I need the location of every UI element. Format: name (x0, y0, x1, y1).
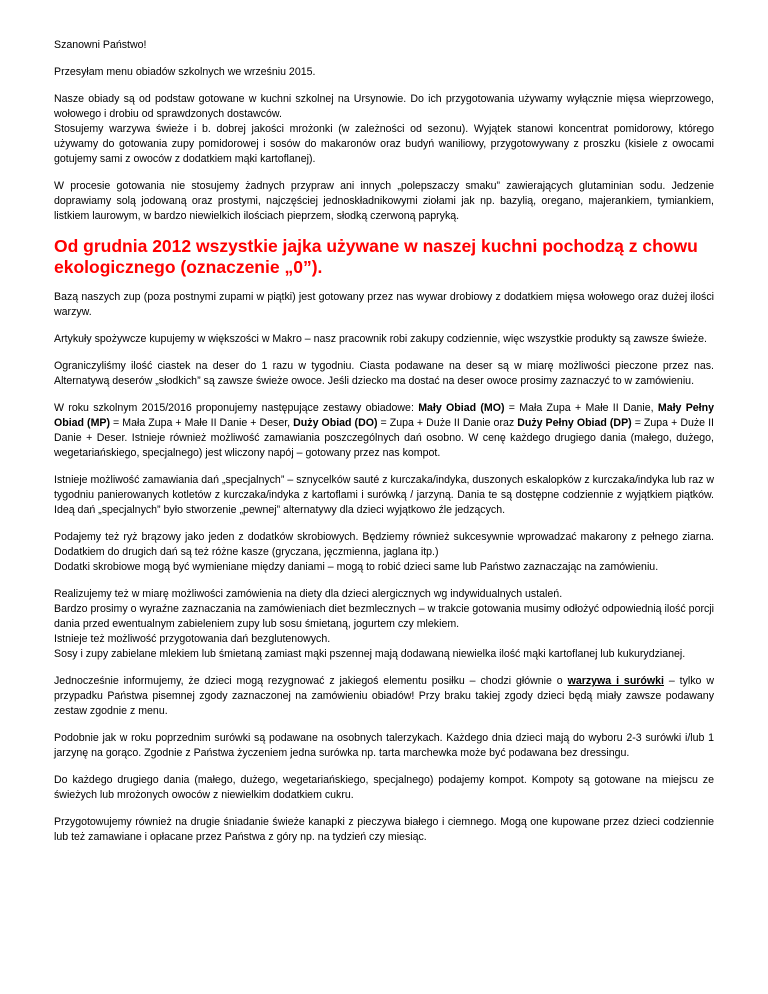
special-dishes-paragraph: Istnieje możliwość zamawiania dań „specjalnych” – sznycelków sauté z kurczaka/indyka, duszonych eskalopków z kurczaka/indyka lub raz w tygodniu panierowanych kotletów z kurczaka/indyka z kartoflami i surówką / jarzyną. Dania te są dostępne codziennie z wyjątkiem piątków. Ideą dań „specjalnych” było stworzenie „pewnej” alternatywy dla dzieci wyjątkowo źle jedzących. (54, 474, 714, 516)
sets-text-2: = Mała Zupa + Małe II Danie, (504, 402, 658, 414)
starch-line-1: Podajemy też ryż brązowy jako jeden z dodatków skrobiowych. Będziemy również sukcesywnie wprowadzać makarony z pełnego ziarna. Dodatkiem do drugich dań są też różne kasze (gryczana, jęczmienna, jaglana itp.) (54, 531, 714, 558)
soups-paragraph: Bazą naszych zup (poza postnymi zupami w piątki) jest gotowany przez nas wywar drobiowy z dodatkiem mięsa wołowego oraz dużej ilości warzyw. (54, 291, 714, 318)
sets-text-3: = Mała Zupa + Małe II Danie + Deser, (110, 417, 294, 429)
consent-paragraph (54, 674, 714, 719)
consent-text-1: Jednocześnie informujemy, że dzieci mogą rezygnować z jakiegoś elementu posiłku – chodzi głównie o (54, 675, 568, 687)
set-duzy-pelny-obiad: Duży Pełny Obiad (DP) (517, 417, 632, 429)
kompot-paragraph: Do każdego drugiego dania (małego, dużego, wegetariańskiego, specjalnego) podajemy kompot. Kompoty są gotowane na miejscu ze świeżych lub mrożonych owoców z niewielkim dodatkiem cukru. (54, 774, 714, 801)
salads-paragraph: Podobnie jak w roku poprzednim surówki są podawane na osobnych talerzykach. Każdego dnia dzieci mają do wyboru 2-3 surówki i/lub 1 jarzynę na gorąco. Zgodnie z Państwa życzeniem jedna surówka np. tarta marchewka może być podawana bez dressingu. (54, 732, 714, 759)
ingredients-line-1: Nasze obiady są od podstaw gotowane w kuchni szkolnej na Ursynowie. Do ich przygotowania używamy wyłącznie mięsa wieprzowego, wołowego i drobiu od sprawdzonych dostawców. (54, 93, 714, 120)
sets-text-4: = Zupa + Duże II Danie oraz (377, 417, 518, 429)
set-maly-obiad: Mały Obiad (MO) (418, 402, 505, 414)
starch-line-2: Dodatki skrobiowe mogą być wymieniane między daniami – mogą to robić dzieci same lub Państwo zaznaczając na zamówieniu. (54, 561, 659, 573)
set-maly-pelny-obiad: Mały Pełny Obiad (MP) (54, 402, 714, 429)
consent-text-2: – tylko w przypadku Państwa pisemnej zgody zaznaczonej na zamówieniu obiadów! Przy braku takiej zgody dzieci będą miały zawsze podawany zestaw zgodnie z menu. (54, 675, 714, 717)
diets-paragraph (54, 587, 714, 662)
ingredients-line-2: Stosujemy warzywa świeże i b. dobrej jakości mrożonki (w zależności od sezonu). Wyjątek stanowi koncentrat pomidorowy, którego używamy do gotowania zupy pomidorowej i sosów do makaronów oraz budyń waniliowy, przygotowywany z proszku (kisiele z owocami gotujemy sami z owoców z dodatkiem mąki kartoflanej). (54, 123, 714, 165)
diets-line-2: Bardzo prosimy o wyraźne zaznaczania na zamówieniach diet bezmlecznych – w trakcie gotowania musimy odłożyć odpowiednią ilość porcji dania przed ewentualnym zabieleniem zupy lub sosu śmietaną, jogurtem czy mlekiem. (54, 603, 714, 630)
starch-paragraph (54, 530, 714, 575)
desserts-paragraph: Ograniczyliśmy ilość ciastek na deser do 1 razu w tygodniu. Ciasta podawane na deser są w miarę możliwości pieczone przez nas. Alternatywą deserów „słodkich” są zawsze świeże owoce. Jeśli dziecko ma dostać na deser owoce prosimy zaznaczyć to w zamówieniu. (54, 360, 714, 387)
greeting: Szanowni Państwo! (54, 39, 147, 51)
sets-text-5: = Zupa + Duże II Danie + Deser. Istnieje również możliwość zamawiania poszczególnych dań osobno. W cenę każdego drugiego dania (małego, dużego, wegetariańskiego, specjalnego) jest wliczony napój – gotowany przez nas kompot. (54, 417, 714, 459)
sets-text-1: W roku szkolnym 2015/2016 proponujemy następujące zestawy obiadowe: (54, 402, 419, 414)
diets-line-4: Sosy i zupy zabielane mlekiem lub śmietaną zamiast mąki pszennej mają dodawaną niewielka ilość mąki kartoflanej lub kukurydzianej. (54, 648, 686, 660)
ingredients-paragraph (54, 92, 714, 167)
eggs-headline: Od grudnia 2012 wszystkie jajka używane w naszej kuchni pochodzą z chowu ekologicznego (oznaczenie „0”). (54, 236, 698, 277)
meal-sets-paragraph (54, 401, 714, 461)
diets-line-3: Istnieje też możliwość przygotowania dań bezglutenowych. (54, 633, 331, 645)
consent-underlined: warzywa i surówki (567, 675, 664, 687)
spices-paragraph: W procesie gotowania nie stosujemy żadnych przypraw ani innych „polepszaczy smaku” zawierających glutaminian sodu. Jedzenie doprawiamy solą jodowaną oraz prostymi, najczęściej jednoskładnikowymi ziołami jak np. bazylią, oregano, majerankiem, tymiankiem, listkiem laurowym, w bardzo niewielkich ilościach pieprzem, słodką czerwoną papryką. (54, 180, 714, 222)
intro-paragraph: Przesyłam menu obiadów szkolnych we wrześniu 2015. (54, 66, 316, 78)
set-duzy-obiad: Duży Obiad (DO) (293, 417, 378, 429)
breakfast-paragraph: Przygotowujemy również na drugie śniadanie świeże kanapki z pieczywa białego i ciemnego. Mogą one kupowane przez dzieci codziennie lub też zamawiane i opłacane przez Państwa z góry np. na tydzień czy miesiąc. (54, 816, 714, 843)
diets-line-1: Realizujemy też w miarę możliwości zamówienia na diety dla dzieci alergicznych wg indywidualnych ustaleń. (54, 588, 563, 600)
makro-paragraph: Artykuły spożywcze kupujemy w większości w Makro – nasz pracownik robi zakupy codziennie, więc wszystkie produkty są zawsze świeże. (54, 333, 707, 345)
